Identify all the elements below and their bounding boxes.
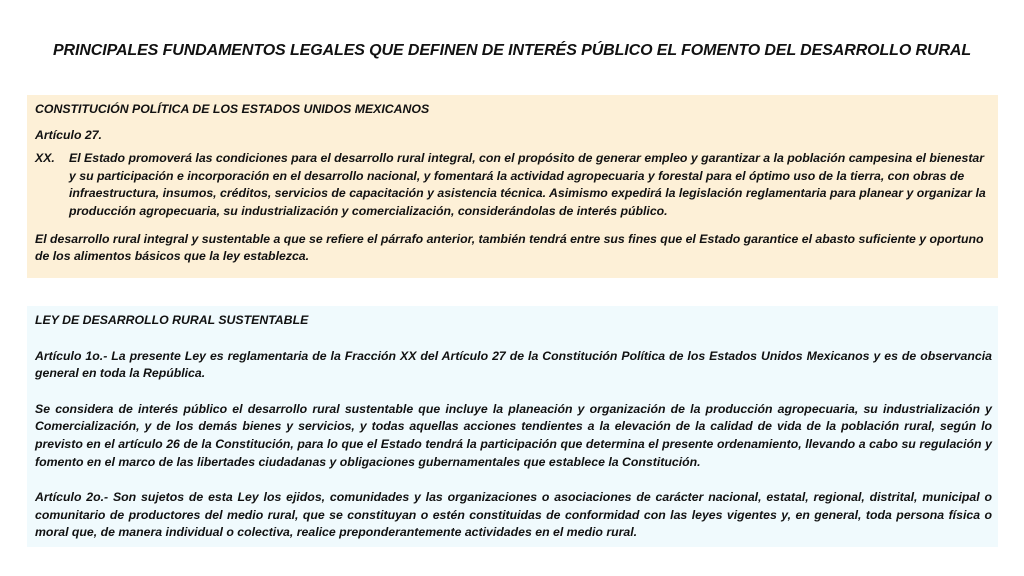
constitution-article-label: Artículo 27.: [35, 127, 102, 142]
law-heading: LEY DE DESARROLLO RURAL SUSTENTABLE: [35, 313, 309, 327]
fraction-label: XX.: [35, 151, 55, 166]
law-public-interest-paragraph: Se considera de interés público el desarrollo rural sustentable que incluye la planeación y organización de la producción agropecuaria, su industrialización y Comercialización, y de los demás bienes y servicios, y todas aquellas acciones tendientes a la elevación de la calidad de vida de la población rural, según lo previsto en el artículo 26 de la Constitución, para lo que el Estado tendrá la participación que determina el presente ordenamiento, llevando a cabo su regulación y fomento en el marco de las libertades ciudadanas y obligaciones gubernamentales que establece la Constitución.: [35, 401, 992, 469]
law-box: [27, 306, 998, 547]
law-article-2-paragraph: Artículo 2o.- Son sujetos de esta Ley los ejidos, comunidades y las organizaciones o asociaciones de carácter nacional, estatal, regional, distrital, municipal o comunitario de productores del medio rural, que se constituyan o estén constituidas de conformidad con las leyes vigentes y, en general, toda persona física o moral que, de manera individual o colectiva, realice preponderantemente actividades en el medio rural.: [35, 490, 992, 540]
constitution-heading: CONSTITUCIÓN POLÍTICA DE LOS ESTADOS UNIDOS MEXICANOS: [35, 102, 430, 116]
fraction-xx: [35, 150, 992, 220]
fraction-text: El Estado promoverá las condiciones para el desarrollo rural integral, con el propósito de generar empleo y garantizar a la población campesina el bienestar y su participación e incorporación en el desarrollo nacional, y fomentará la actividad agropecuaria y forestal para el óptimo uso de la tierra, con obras de infraestructura, insumos, créditos, servicios de capacitación y asistencia técnica. Asimismo expedirá la legislación reglamentaria para planear y organizar la producción agropecuaria, su industrialización y comercialización, considerándolas de interés público.: [69, 151, 986, 218]
constitution-box: [27, 95, 998, 278]
law-article-1-paragraph: Artículo 1o.- La presente Ley es reglamentaria de la Fracción XX del Artículo 27 de la Constitución Política de los Estados Unidos Mexicanos y es de observancia general en toda la República.: [35, 348, 992, 381]
slide-title: PRINCIPALES FUNDAMENTOS LEGALES QUE DEFINEN DE INTERÉS PÚBLICO EL FOMENTO DEL DESARROLLO RURAL: [52, 42, 972, 59]
constitution-closing-paragraph: El desarrollo rural integral y sustentable a que se refiere el párrafo anterior, también tendrá entre sus fines que el Estado garantice el abasto suficiente y oportuno de los alimentos básicos que la ley establezca.: [35, 231, 984, 264]
